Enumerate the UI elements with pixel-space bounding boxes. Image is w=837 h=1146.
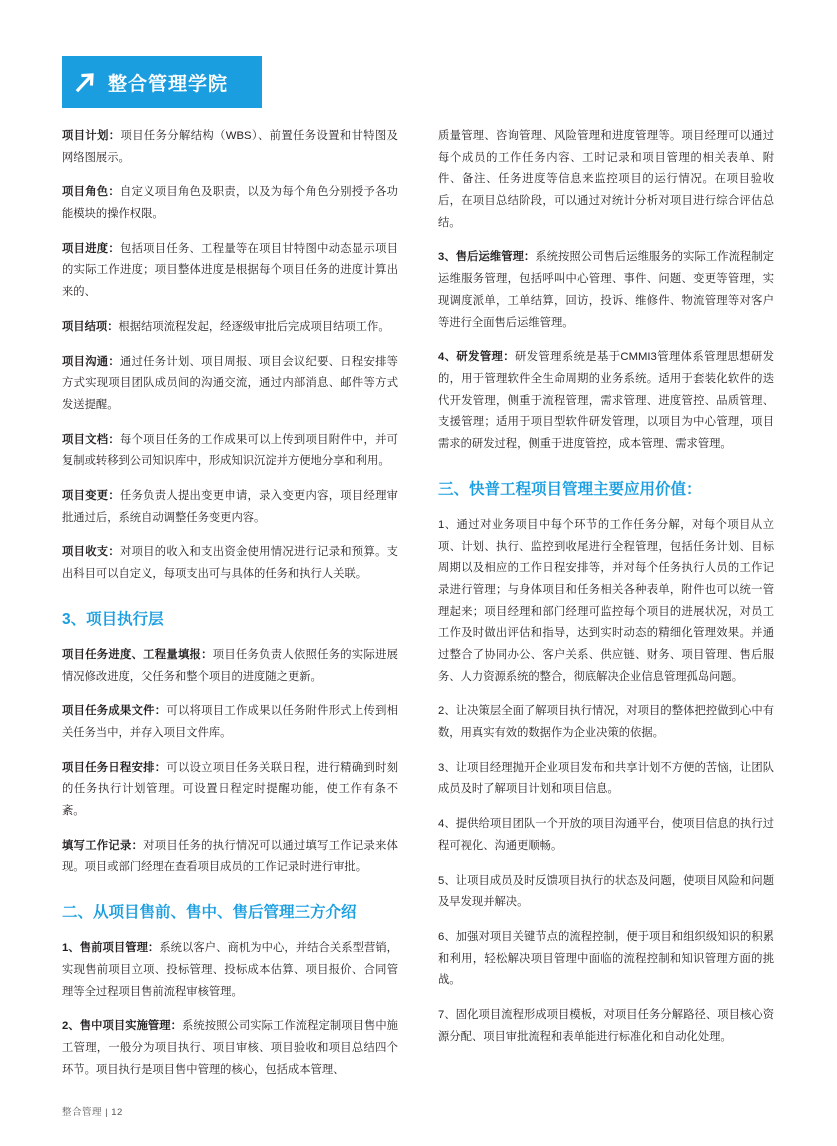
paragraph [62,836,398,879]
paragraph [62,938,398,1003]
paragraph-text: 包括项目任务、工程量等在项目甘特图中动态显示项目的实际工作进度；项目整体进度是根据每个项目任务的进度计算出来的、 [62,242,398,299]
paragraph [62,701,398,744]
paragraph-lead: 项目沟通： [62,355,120,368]
paragraph-lead: 项目文档： [62,433,120,446]
paragraph-text: 对项目的收入和支出资金使用情况进行记录和预算。支出科目可以自定义，每项支出可与具体的任务和执行人关联。 [62,546,398,580]
article-body [62,126,775,1095]
paragraph-lead: 2、售中项目实施管理： [62,1020,183,1033]
paragraph-text: 自定义项目角色及职责，以及为每个角色分别授予各功能模块的操作权限。 [62,186,398,221]
paragraph-text: 每个项目任务的工作成果可以上传到项目附件中，并可复制或转移到公司知识库中，形成知识沉淀并方便地分享和利用。 [62,433,398,468]
paragraph-lead: 项目任务成果文件： [62,705,167,718]
section-heading: 三、快普工程项目管理主要应用价值： [438,480,702,498]
paragraph [62,430,398,473]
paragraph-lead: 项目进度： [62,242,120,255]
paragraph [62,1016,398,1081]
paragraph-text: 质量管理、咨询管理、风险管理和进度管理等。项目经理可以通过每个成员的工作任务内容、工时记录和项目管理的相关表单、附件、备注、任务进度等信息来监控项目的运行情况。在项目验收后，在项目总结阶段，可以通过对统计分析对项目进行综合评估总结。 [438,130,774,229]
paragraph-lead: 项目角色： [62,186,120,199]
paragraph-lead: 4、研发管理： [438,351,515,364]
paragraph [62,126,398,169]
paragraph-lead: 1、售前项目管理： [62,942,160,955]
paragraph [62,758,398,823]
paragraph-text: 系统按照公司售后运维服务的实际工作流程制定运维服务管理，包括呼叫中心管理、事件、问题、变更等管理，实现调度派单，工单结算，回访，投诉、维修件、物流管理等对客户等进行全面售后运维管理。 [438,251,774,329]
paragraph [62,352,398,417]
brand-name: 整合管理学院 [108,73,229,95]
paragraph [438,515,774,689]
left-column [62,126,398,1095]
paragraph-text: 对项目任务的执行情况可以通过填写工作记录来体现。项目或部门经理在查看项目成员的工作记录时进行审批。 [62,839,398,874]
paragraph [438,347,774,455]
paragraph [438,126,774,234]
section-heading: 二、从项目售前、售中、售后管理三方介绍 [62,904,357,922]
paragraph [62,542,398,585]
paragraph-text: 研发管理系统是基于CMMI3管理体系管理思想研发的，用于管理软件全生命周期的业务系统。适用于套装化软件的迭代开发管理，侧重于流程管理，需求管理、进度管控、品质管理、支援管理；适用于项目型软件研发管理，以项目为中心管理，项目需求的研发过程，侧重于进度管控，成本管理、需求管理。 [438,351,774,450]
paragraph-lead: 3、售后运维管理： [438,251,536,264]
paragraph [62,239,398,304]
paragraph-text: 3、让项目经理抛开企业项目发布和共享计划不方便的苦恼，让团队成员及时了解项目计划和项目信息。 [438,761,774,796]
paragraph-text: 可以设立项目任务关联日程，进行精确到时刻的任务执行计划管理。可设置日程定时提醒功能，使工作有条不紊。 [62,761,398,818]
section-heading: 3、项目执行层 [62,610,164,628]
paragraph [438,871,774,914]
paragraph-text: 系统以客户、商机为中心，并结合关系型营销，实现售前项目立项、投标管理、投标成本估算、项目报价、合同管理等全过程项目售前流程审核管理。 [62,942,398,998]
paragraph [62,317,398,339]
paragraph-lead: 项目收支： [62,546,120,559]
paragraph [438,758,774,801]
right-column [438,126,774,1095]
paragraph-text: 根据结项流程发起，经逐级审批后完成项目结项工作。 [118,320,390,333]
paragraph [438,701,774,744]
paragraph-lead: 项目变更： [62,489,120,502]
paragraph-text: 4、提供给项目团队一个开放的项目沟通平台，使项目信息的执行过程可视化、沟通更顺畅。 [438,818,774,852]
paragraph-text: 7、固化项目流程形成项目模板，对项目任务分解路径、项目核心资源分配、项目审批流程和表单能进行标准化和自动化处理。 [438,1008,774,1043]
paragraph-text: 可以将项目工作成果以任务附件形式上传到相关任务当中，并存入项目文件库。 [62,705,398,739]
brand-logo [62,56,262,108]
paragraph [438,814,774,857]
paragraph [62,182,398,225]
paragraph-text: 2、让决策层全面了解项目执行情况，对项目的整体把控做到心中有数，用真实有效的数据作为企业决策的依据。 [438,705,774,740]
paragraph-text: 项目任务分解结构（WBS）、前置任务设置和甘特图及网络图展示。 [62,130,398,164]
paragraph [62,486,398,529]
paragraph [438,247,774,334]
paragraph-lead: 项目任务日程安排： [62,761,167,774]
paragraph-text: 6、加强对项目关键节点的流程控制，便于项目和组织级知识的积累和利用，轻松解决项目管理中面临的流程控制和知识管理方面的挑战。 [438,930,774,987]
paragraph-lead: 项目任务进度、工程量填报： [62,648,213,661]
paragraph-text: 1、通过对业务项目中每个环节的工作任务分解，对每个项目从立项、计划、执行、监控到收尾进行全程管理，包括任务计划、目标周期以及相应的工作日程安排等，并对每个任务执行人员的工作记录进行管理；与身体项目和任务相关各种表单，附件也可以统一管理起来；项目经理和部门经理可监控每个项目的进展状况，对员工工作及时做出评估和指导，达到实时动态的精细化管理效果。并通过整合了协同办公、客户关系、供应链、财务、项目管理、售后服务、人力资源系统的整合，彻底解决企业信息管理孤岛问题。 [438,518,774,683]
paragraph-lead: 项目结项： [62,320,119,333]
paragraph-text: 通过任务计划、项目周报、项目会议纪要、日程安排等方式实现项目团队成员间的沟通交流，通过内部消息、邮件等方式发送提醒。 [62,355,398,411]
paragraph-text: 项目任务负责人依照任务的实际进展情况修改进度，父任务和整个项目的进度随之更新。 [62,648,398,683]
paragraph-text: 5、让项目成员及时反馈项目执行的状态及问题，使项目风险和问题及早发现并解决。 [438,874,774,909]
arrow-up-right-icon [62,56,108,108]
paragraph [438,927,774,992]
paragraph-text: 系统按照公司实际工作流程定制项目售中施工管理，一般分为项目执行、项目审核、项目验收和项目总结四个环节。项目执行是项目售中管理的核心，包括成本管理、 [62,1020,398,1076]
paragraph [438,1005,774,1048]
page-footer: 整合管理 | 12 [62,1107,123,1118]
paragraph-lead: 填写工作记录： [62,839,144,852]
paragraph-lead: 项目计划： [62,130,121,142]
paragraph-text: 任务负责人提出变更申请，录入变更内容，项目经理审批通过后，系统自动调整任务变更内容。 [62,489,398,524]
paragraph [62,645,398,688]
